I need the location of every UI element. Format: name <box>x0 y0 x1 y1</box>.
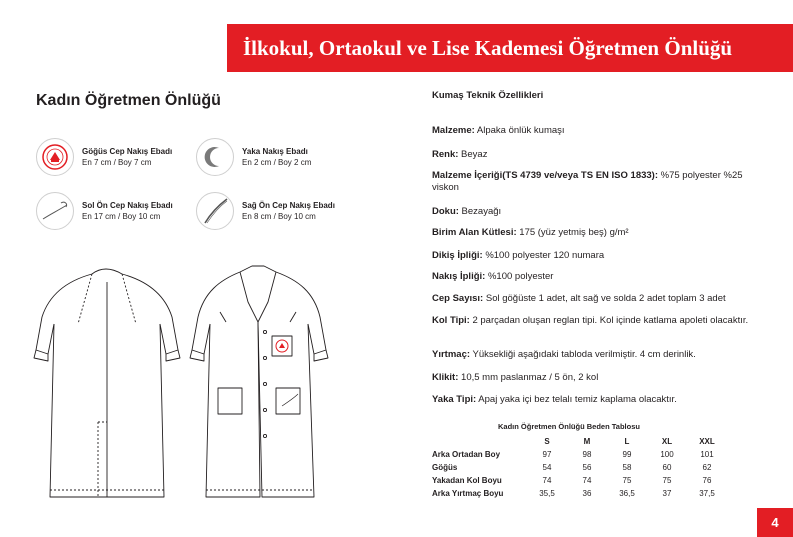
title-banner <box>227 24 793 72</box>
column-header: XXL <box>699 437 715 446</box>
embroidery-label: Sağ Ön Cep Nakış Ebadı <box>242 201 335 210</box>
table-cell: 37 <box>662 489 672 498</box>
header-blank <box>432 435 527 448</box>
table-cell: 58 <box>622 463 632 472</box>
embroidery-collar <box>196 138 311 176</box>
table-cell: 101 <box>700 450 714 459</box>
table-cell: 62 <box>702 463 712 472</box>
embroidery-chest-pocket <box>36 138 172 176</box>
page-number-text: 4 <box>771 515 779 530</box>
table-cell: 98 <box>582 450 592 459</box>
specs-heading: Kumaş Teknik Özellikleri <box>432 90 544 101</box>
size-table <box>432 435 727 500</box>
spec-item-content: Malzeme İçeriği(TS 4739 ve/veya TS EN ISO 1833): %75 polyester %25 viskon <box>432 170 743 193</box>
table-row <box>432 448 727 461</box>
row-label: Arka Ortadan Boy <box>432 450 501 459</box>
table-cell: 60 <box>662 463 672 472</box>
right-pocket-stitch-icon <box>196 192 234 230</box>
row-label: Yakadan Kol Boyu <box>432 476 502 485</box>
banner-title: İlkokul, Ortaokul ve Lise Kademesi Öğretmen Önlüğü <box>243 36 733 60</box>
embroidery-size: En 2 cm / Boy 2 cm <box>242 158 312 167</box>
embroidery-label: Yaka Nakış Ebadı <box>242 147 308 156</box>
table-cell: 35,5 <box>539 489 555 498</box>
spec-item-pocket-count: Cep Sayısı: Sol göğüste 1 adet, alt sağ ve solda 2 adet toplam 3 adet <box>432 293 726 304</box>
spec-item-snap: Klikit: 10,5 mm paslanmaz / 5 ön, 2 kol <box>432 372 599 383</box>
table-cell: 75 <box>662 476 672 485</box>
spec-item-slit: Yırtmaç: Yüksekliği aşağıdaki tabloda verilmiştir. 4 cm derinlik. <box>432 349 696 360</box>
table-cell: 54 <box>542 463 552 472</box>
coat-back-view <box>34 269 180 497</box>
table-cell: 97 <box>542 450 552 459</box>
embroidery-left-pocket <box>36 192 173 230</box>
spec-item-material: Malzeme: Alpaka önlük kumaşı <box>432 125 565 136</box>
row-label: Arka Yırtmaç Boyu <box>432 489 504 498</box>
size-table-header <box>432 435 727 448</box>
embroidery-size: En 8 cm / Boy 10 cm <box>242 212 316 221</box>
table-cell: 100 <box>660 450 674 459</box>
column-header: XL <box>661 437 673 446</box>
table-cell: 37,5 <box>699 489 715 498</box>
chest-emblem-icon <box>276 340 288 352</box>
column-header: S <box>544 437 550 446</box>
embroidery-label: Göğüs Cep Nakış Ebadı <box>82 147 173 156</box>
coat-technical-drawing <box>30 262 340 517</box>
embroidery-label: Sol Ön Cep Nakış Ebadı <box>82 201 173 210</box>
page-number <box>757 508 793 537</box>
table-cell: 36,5 <box>619 489 635 498</box>
table-cell: 74 <box>582 476 592 485</box>
coat-front-view <box>190 266 328 497</box>
spec-item-sleeve-type: Kol Tipi: 2 parçadan oluşan reglan tipi. Kol içinde katlama apoleti olacaktır. <box>432 315 749 326</box>
table-cell: 76 <box>702 476 712 485</box>
table-cell: 74 <box>542 476 552 485</box>
embroidery-size: En 17 cm / Boy 10 cm <box>82 212 161 221</box>
spec-item-collar-type: Yaka Tipi: Apaj yaka içi bez telalı temiz kaplama olacaktır. <box>432 394 677 405</box>
table-cell: 99 <box>622 450 632 459</box>
spec-item-color: Renk: Beyaz <box>432 149 488 160</box>
column-header: L <box>624 437 630 446</box>
table-cell: 75 <box>622 476 632 485</box>
crescent-icon <box>196 138 234 176</box>
emblem-icon <box>36 138 74 176</box>
table-cell: 36 <box>582 489 592 498</box>
table-cell: 56 <box>582 463 592 472</box>
column-header: M <box>583 437 591 446</box>
spec-item-weave: Doku: Bezayağı <box>432 206 502 217</box>
table-row <box>432 487 727 500</box>
embroidery-size: En 7 cm / Boy 7 cm <box>82 158 152 167</box>
size-table-title: Kadın Öğretmen Önlüğü Beden Tablosu <box>498 422 640 431</box>
left-pocket-stitch-icon <box>36 192 74 230</box>
row-label: Göğüs <box>432 463 458 472</box>
table-row <box>432 461 727 474</box>
embroidery-right-pocket <box>196 192 335 230</box>
spec-item-sewing-thread: Dikiş İpliği: %100 polyester 120 numara <box>432 250 605 261</box>
spec-item-embroidery-thread: Nakış İpliği: %100 polyester <box>432 271 554 282</box>
table-row <box>432 474 727 487</box>
spec-item-weight: Birim Alan Kütlesi: 175 (yüz yetmiş beş) g/m² <box>432 227 629 238</box>
section-title: Kadın Öğretmen Önlüğü <box>36 92 221 109</box>
